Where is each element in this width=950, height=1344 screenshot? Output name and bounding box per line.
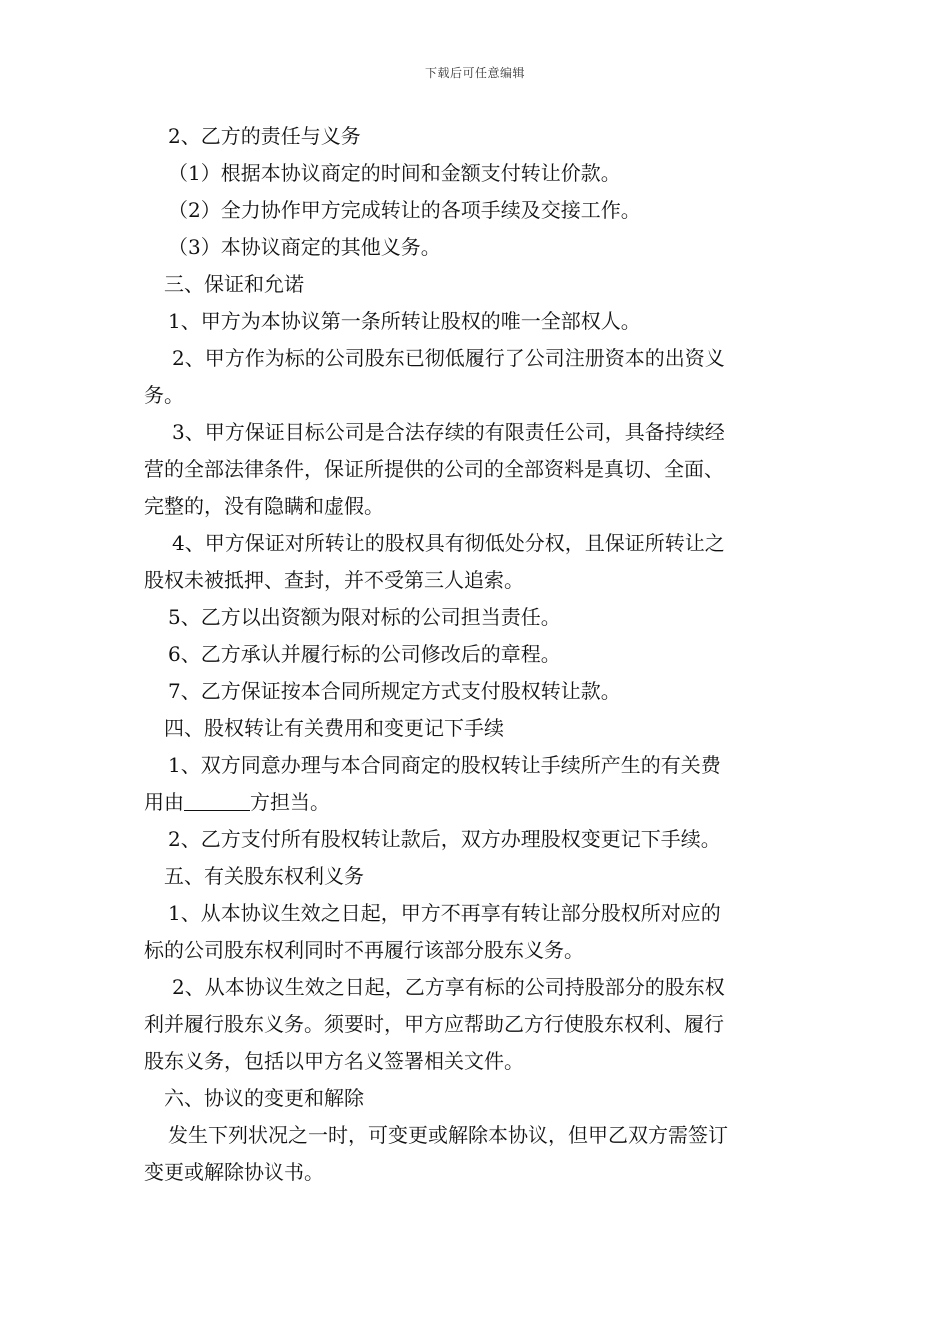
text-line — [144, 451, 808, 488]
line-text: 2、甲方作为标的公司股东已彻低履行了公司注册资本的出资义 — [172, 346, 725, 370]
text-line — [144, 303, 808, 340]
line-text: 5、乙方以出资额为限对标的公司担当责任。 — [168, 605, 561, 629]
text-line — [144, 1080, 808, 1117]
fill-in-blank — [184, 792, 250, 811]
text-line — [144, 488, 808, 525]
line-text: 股权未被抵押、查封，并不受第三人追索。 — [144, 568, 524, 592]
line-text: （1）根据本协议商定的时间和金额支付转让价款。 — [168, 161, 621, 185]
text-line — [144, 1043, 808, 1080]
text-line — [144, 858, 808, 895]
line-text: 五、有关股东权利义务 — [164, 864, 364, 888]
line-text: （3）本协议商定的其他义务。 — [168, 235, 441, 259]
line-text: （2）全力协作甲方完成转让的各项手续及交接工作。 — [168, 198, 641, 222]
text-line — [144, 525, 808, 562]
text-line — [144, 821, 808, 858]
text-line — [144, 636, 808, 673]
line-text: 6、乙方承认并履行标的公司修改后的章程。 — [168, 642, 561, 666]
line-text: 四、股权转让有关费用和变更记下手续 — [164, 716, 504, 740]
line-text: 2、乙方的责任与义务 — [168, 124, 361, 148]
text-line — [144, 969, 808, 1006]
line-text: 六、协议的变更和解除 — [164, 1086, 364, 1110]
text-line — [144, 562, 808, 599]
text-line — [144, 784, 808, 821]
line-text: 1、从本协议生效之日起，甲方不再享有转让部分股权所对应的 — [168, 901, 721, 925]
text-line — [144, 1006, 808, 1043]
text-line — [144, 155, 808, 192]
line-text: 7、乙方保证按本合同所规定方式支付股权转让款。 — [168, 679, 621, 703]
line-text: 完整的，没有隐瞒和虚假。 — [144, 494, 384, 518]
line-text: 1、双方同意办理与本合同商定的股权转让手续所产生的有关费 — [168, 753, 721, 777]
text-line — [144, 229, 808, 266]
text-line — [144, 192, 808, 229]
line-text: 用由 — [144, 790, 184, 814]
text-line — [144, 266, 808, 303]
text-line — [144, 1154, 808, 1191]
line-text: 利并履行股东义务。须要时，甲方应帮助乙方行使股东权利、履行 — [144, 1012, 724, 1036]
line-text-after-blank: 方担当。 — [250, 790, 330, 814]
text-line — [144, 710, 808, 747]
line-text: 3、甲方保证目标公司是合法存续的有限责任公司，具备持续经 — [172, 420, 725, 444]
text-line — [144, 414, 808, 451]
text-line — [144, 747, 808, 784]
line-text: 三、保证和允诺 — [164, 272, 304, 296]
line-text: 务。 — [144, 383, 184, 407]
text-line — [144, 118, 808, 155]
document-body — [144, 118, 808, 1191]
line-text: 4、甲方保证对所转让的股权具有彻低处分权，且保证所转让之 — [172, 531, 725, 555]
text-line — [144, 377, 808, 414]
text-line — [144, 673, 808, 710]
text-line — [144, 340, 808, 377]
text-line — [144, 932, 808, 969]
line-text: 股东义务，包括以甲方名义签署相关文件。 — [144, 1049, 524, 1073]
text-line — [144, 895, 808, 932]
line-text: 2、乙方支付所有股权转让款后，双方办理股权变更记下手续。 — [168, 827, 721, 851]
line-text: 营的全部法律条件，保证所提供的公司的全部资料是真切、全面、 — [144, 457, 724, 481]
line-text: 变更或解除协议书。 — [144, 1160, 324, 1184]
line-text: 2、从本协议生效之日起，乙方享有标的公司持股部分的股东权 — [172, 975, 725, 999]
line-text: 发生下列状况之一时，可变更或解除本协议，但甲乙双方需签订 — [168, 1123, 728, 1147]
text-line — [144, 599, 808, 636]
line-text: 标的公司股东权利同时不再履行该部分股东义务。 — [144, 938, 584, 962]
line-text: 1、甲方为本协议第一条所转让股权的唯一全部权人。 — [168, 309, 641, 333]
text-line — [144, 1117, 808, 1154]
page-header: 下载后可任意编辑 — [424, 66, 525, 80]
